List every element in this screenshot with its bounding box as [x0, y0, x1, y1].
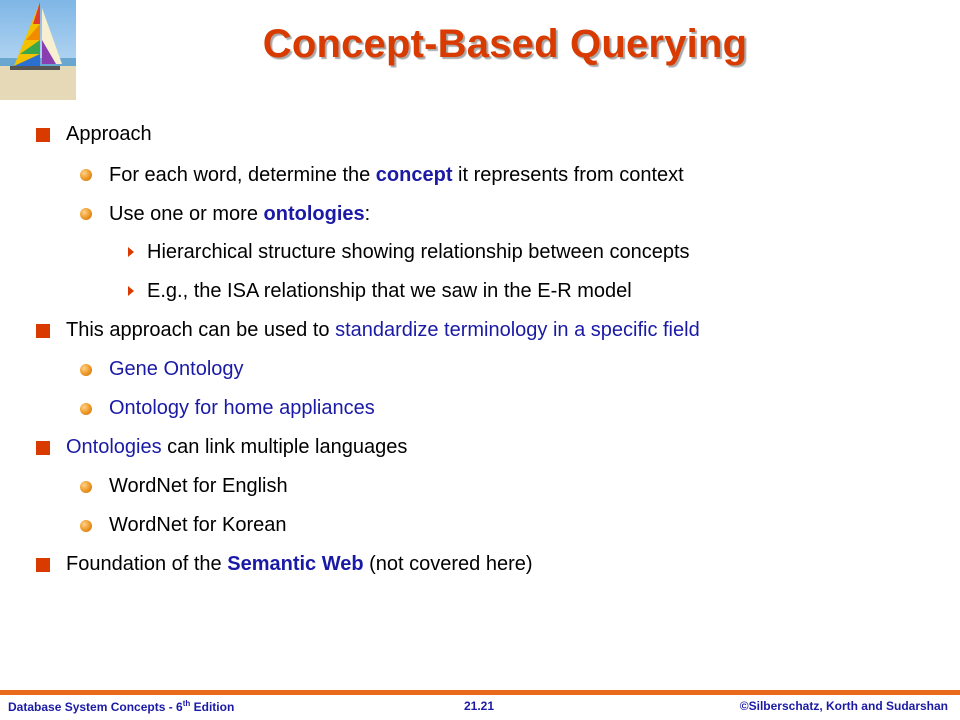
- bullet-standardize: [66, 318, 700, 342]
- square-bullet-icon: [36, 558, 50, 572]
- bullet-isa-example: E.g., the ISA relationship that we saw in the E-R model: [147, 280, 632, 302]
- round-bullet-icon: [80, 520, 92, 532]
- term-semantic-web: Semantic Web: [227, 553, 364, 575]
- round-bullet-icon: [80, 169, 92, 181]
- footer-page-number: 21.21: [464, 699, 495, 713]
- square-bullet-icon: [36, 324, 50, 338]
- text-span: For each word, determine the: [109, 164, 376, 186]
- square-bullet-icon: [36, 441, 50, 455]
- arrow-bullet-icon: [128, 286, 134, 296]
- bullet-approach: Approach: [66, 123, 152, 145]
- round-bullet-icon: [80, 403, 92, 415]
- bullet-link-languages: [66, 435, 407, 459]
- round-bullet-icon: [80, 364, 92, 376]
- term-ontologies: Ontologies: [66, 436, 162, 458]
- text-span: This approach can be used to: [66, 319, 336, 341]
- text-span: Database System Concepts - 6: [8, 700, 183, 714]
- bullet-wordnet-english: WordNet for English: [109, 475, 288, 497]
- text-span: it represents from context: [452, 164, 684, 186]
- footer-divider: [0, 690, 960, 695]
- text-span: Use one or more: [109, 203, 264, 225]
- text-span: (not covered here): [363, 553, 533, 575]
- text-sup: th: [182, 699, 191, 708]
- bullet-wordnet-korean: WordNet for Korean: [109, 514, 287, 536]
- text-span: Edition: [190, 700, 235, 714]
- footer-copyright: ©Silberschatz, Korth and Sudarshan: [739, 699, 948, 713]
- footer-book-title: [8, 699, 234, 714]
- bullet-hierarchical: Hierarchical structure showing relationship between concepts: [147, 241, 690, 263]
- arrow-bullet-icon: [128, 247, 134, 257]
- text-span: :: [364, 203, 371, 225]
- term-ontologies: ontologies: [263, 203, 365, 225]
- term-concept: concept: [375, 164, 453, 186]
- round-bullet-icon: [80, 481, 92, 493]
- text-span: Foundation of the: [66, 553, 228, 575]
- bullet-ontologies: [109, 202, 370, 226]
- bullet-each-word: [109, 163, 684, 187]
- bullet-semantic-web: [66, 552, 533, 576]
- round-bullet-icon: [80, 208, 92, 220]
- slide-title: Concept-Based Querying: [262, 22, 748, 66]
- text-span: can link multiple languages: [161, 436, 408, 458]
- bullet-gene-ontology: Gene Ontology: [109, 358, 244, 380]
- square-bullet-icon: [36, 128, 50, 142]
- bullet-home-appliances: Ontology for home appliances: [109, 397, 375, 419]
- term-standardize: standardize terminology in a specific field: [335, 319, 700, 341]
